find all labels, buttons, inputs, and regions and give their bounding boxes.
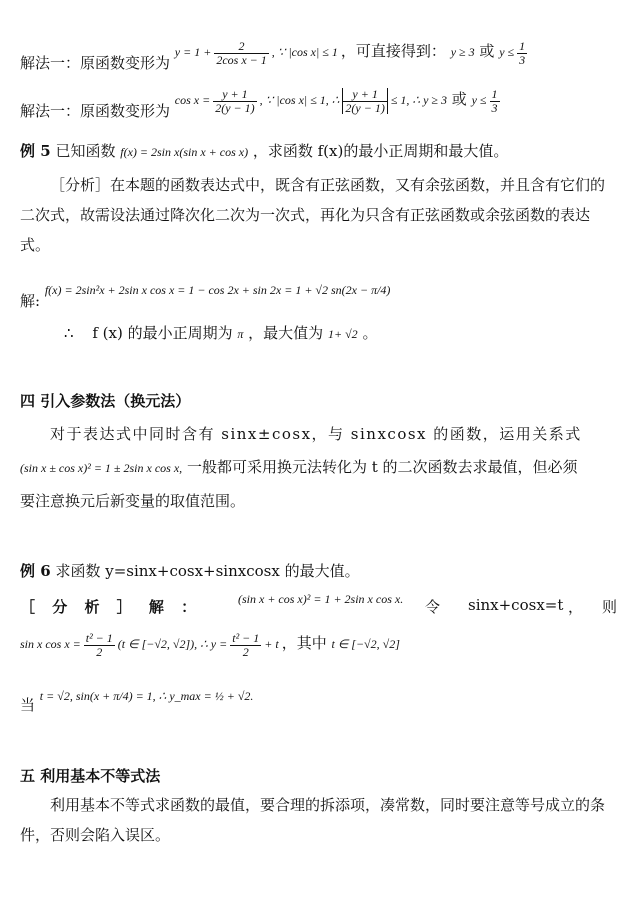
section-5-title: 五 利用基本不等式法	[20, 767, 161, 785]
formula: t = √2, sin(x + π/4) = 1, ∴ y_max = ½ + √2.	[39, 689, 254, 703]
section-5-paragraph: 利用基本不等式求函数的最值，要合理的拆添项，凑常数，同时要注意等号成立的条件，否则会陷入误区。	[20, 796, 606, 844]
section-4-title: 四 引入参数法（换元法）	[20, 392, 191, 410]
section-4-paragraph-line-1: 对于表达式中同时含有 sinx±cosx，与 sinxcosx 的函数，运用关系式	[50, 425, 582, 443]
solution-prefix: 解法一：原函数变形为	[20, 54, 171, 72]
example-label: 例 5	[20, 142, 51, 160]
analysis-paragraph: ［分析］在本题的函数表达式中，既含有正弦函数，又有余弦函数，并且含有它们的二次式，故需设法通过降次化二次为一次式，再化为只含有正弦函数或余弦函数的表达式。	[20, 176, 606, 254]
formula: f(x) = 2sin x(sin x + cos x)	[120, 145, 249, 159]
maximum-line: 当 t = √2, sin(x + π/4) = 1, ∴ y_max = ½ + √2.	[20, 689, 254, 714]
fraction: $\frac{2}{\text{2cos x − 1}}$	[216, 39, 267, 67]
solution-prefix: 解法一：原函数变形为	[20, 102, 171, 120]
formula: f(x) = 2sin²x + 2sin x cos x = 1 − cos 2x + sin 2x = 1 + √2 sn(2x − π/4)	[44, 283, 391, 297]
formula: (sin x + cos x)² = 1 + 2sin x cos x.	[238, 592, 404, 606]
solution-5: 解: f(x) = 2sin²x + 2sin x cos x = 1 − cos 2x + sin 2x = 1 + √2 sn(2x − π/4)	[20, 283, 391, 310]
example-5: 例 5 已知函数 f(x) = 2sin x(sin x + cos x) ，求函数 f(x)的最小正周期和最大值。	[20, 142, 509, 160]
section-4-paragraph-line-3: 要注意换元后新变量的取值范围。	[20, 492, 246, 510]
substitution-line: sin x cos x = $\frac{\text{t² − 1}}{2}$ (t ∈ [−√2, √2]), ∴ y = $\frac{\text{t² − 1}}{2}$ + t ，其中 t ∈ [−√2, √2]	[20, 631, 400, 659]
solution-line-1: 解法一：原函数变形为 y = 1 + $\frac{2}{\text{2cos x − 1}}$ , ∵ |cos x| ≤ 1 ，可直接得到： y ≥ 3 或 y ≤ $\frac{1}{3}$	[20, 39, 526, 72]
example-label: 例 6	[20, 562, 51, 580]
analysis-6-label: ［ 分 析 ］ 解 ：	[20, 598, 203, 616]
formula: (sin x ± cos x)² = 1 ± 2sin x cos x,	[20, 461, 183, 475]
section-4-paragraph-line-2: (sin x ± cos x)² = 1 ± 2sin x cos x, 一般都可采用换元法转化为 t 的二次函数去求最值，但必须	[20, 458, 578, 476]
formula: cos x = $\frac{y + 1}{2(y - 1)}$ , ∵ |cos x| ≤ 1, ∴ $\frac{y + 1}{2(y - 1)}$ ≤ 1, ∴	[174, 87, 421, 115]
conclusion: ∴ f (x) 的最小正周期为 π ，最大值为 1+ √2 。	[64, 324, 378, 342]
formula: y = 1 + $\frac{2}{\text{2cos x − 1}}$ , ∵ |cos x| ≤ 1	[174, 39, 338, 67]
example-6: 例 6 求函数 y=sinx+cosx+sinxcosx 的最大值。	[20, 562, 360, 580]
solution-line-2: 解法一：原函数变形为 cos x = $\frac{y + 1}{2(y - 1)}$ , ∵ |cos x| ≤ 1, ∴ $\frac{y + 1}{2(y - 1)}$ ≤ 1, ∴ y ≥ 3 或 y ≤ $\frac{1}{3}$	[20, 87, 498, 120]
